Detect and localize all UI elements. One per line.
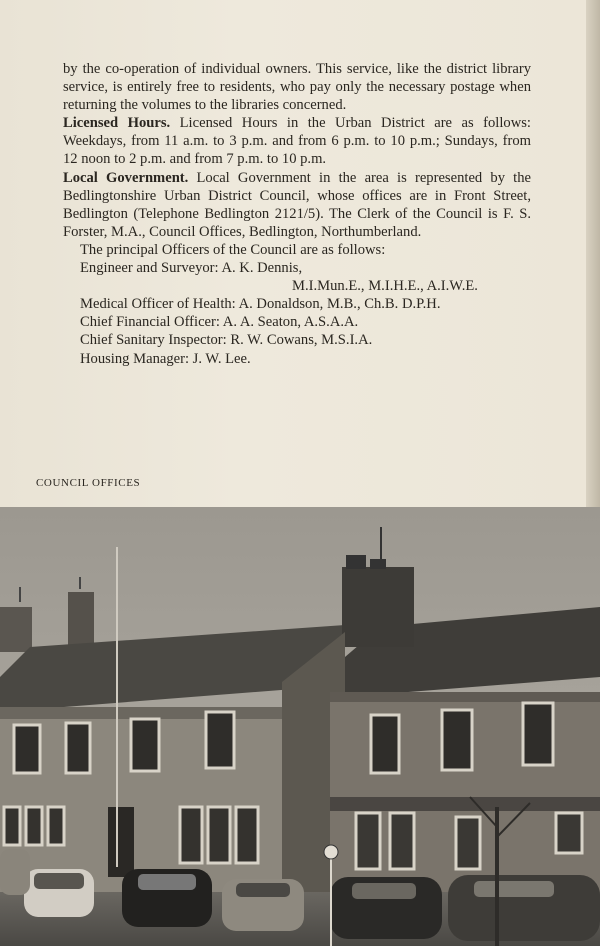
licensed-hours-paragraph [63, 114, 531, 168]
officer-sanitary: Chief Sanitary Inspector: R. W. Cowans, M.S.I.A. [80, 332, 373, 349]
council-offices-photo [0, 507, 600, 946]
licensed-hours-heading: Licensed Hours. [63, 115, 171, 132]
local-government-heading: Local Government. [63, 169, 189, 186]
officer-medical: Medical Officer of Health: A. Donaldson, M.B., Ch.B. D.P.H. [80, 296, 441, 313]
officer-engineer-qualifications: M.I.Mun.E., M.I.H.E., A.I.W.E. [292, 278, 478, 295]
officer-finance: Chief Financial Officer: A. A. Seaton, A.S.A.A. [80, 314, 359, 331]
officers-list [80, 241, 531, 368]
licensed-hours-text: Licensed Hours in the Urban District are as follows: Weekdays, from 11 a.m. to 3 p.m. and from 6 p.m. to 10 p.m.; Sundays, from 12 noon to 2 p.m. and from 7 p.m. to 10 p.m. [63, 115, 531, 168]
intro-paragraph: by the co-operation of individual owners. This service, like the district library service, is entirely free to residents, who pay only the necessary postage when returning the volumes to the libraries concerned. [63, 61, 531, 114]
local-government-paragraph [63, 169, 531, 241]
officers-intro: The principal Officers of the Council are as follows: [80, 241, 386, 258]
body-text [63, 60, 531, 368]
officer-housing: Housing Manager: J. W. Lee. [80, 350, 251, 367]
local-government-text: Local Government in the area is represented by the Bedlingtonshire Urban District Council, whose offices are in Front Street, Bedlington (Telephone Bedlington 2121/5). The Clerk of the Council is F. S. Forster, M.A., Council Offices, Bedlington, Northumberland. [63, 169, 531, 240]
officer-engineer: Engineer and Surveyor: A. K. Dennis, [80, 260, 303, 277]
photo-caption: COUNCIL OFFICES [36, 477, 141, 489]
